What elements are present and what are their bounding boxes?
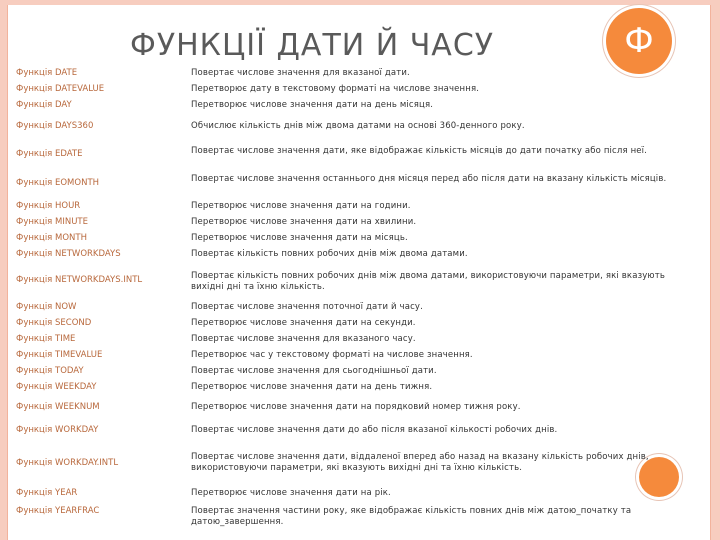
function-name: Функція EDATE [16,149,83,159]
function-description: Повертає числове значення для сьогоднішньої дати. [191,366,437,376]
function-description: Обчислює кількість днів між двома датами на основі 360-денного року. [191,121,525,131]
function-description: Повертає числове значення для вказаного часу. [191,334,416,344]
function-name: Функція NOW [16,302,77,312]
function-name: Функція HOUR [16,201,81,211]
function-description: Повертає кількість повних робочих днів між двома датами. [191,249,468,259]
function-name: Функція DAYS360 [16,121,94,131]
function-name: Функція WEEKDAY [16,382,97,392]
function-description: Перетворює числове значення дати на день тижня. [191,382,433,392]
function-name: Функція MONTH [16,233,87,243]
function-description: Повертає числове значення дати до або після вказаної кількості робочих днів. [191,425,558,435]
function-name: Функція NETWORKDAYS.INTL [16,275,143,285]
function-name: Функція EOMONTH [16,178,100,188]
function-description: Повертає числове значення останнього дня місяця перед або після дати на вказану кількість місяців. [191,174,667,184]
slide-title: ФУНКЦІЇ ДАТИ Й ЧАСУ [130,28,495,63]
function-name: Функція WORKDAY.INTL [16,458,119,468]
function-description: Повертає значення частини року, яке відображає кількість повних днів між датою_початку та датою_завершення. [191,506,632,527]
function-description: Перетворює час у текстовому форматі на числове значення. [191,350,473,360]
function-description: Повертає числове значення поточної дати й часу. [191,302,423,312]
function-name: Функція DAY [16,100,72,110]
function-description: Перетворює дату в текстовому форматі на числове значення. [191,84,480,94]
function-name: Функція NETWORKDAYS [16,249,121,259]
function-description: Перетворює числове значення дати на години. [191,201,411,211]
slide-badge: Ф [606,8,672,74]
function-name: Функція WORKDAY [16,425,99,435]
function-description: Перетворює числове значення дати на день місяця. [191,100,434,110]
function-name: Функція TIME [16,334,76,344]
function-description: Перетворює числове значення дати на секунди. [191,318,416,328]
function-description: Перетворює числове значення дати на хвилини. [191,217,417,227]
function-description: Перетворює числове значення дати на рік. [191,488,391,498]
function-name: Функція YEARFRAC [16,506,100,516]
function-name: Функція YEAR [16,488,78,498]
function-description: Повертає числове значення дати, яке відображає кількість місяців до дати початку або після неї. [191,146,648,156]
function-name: Функція TIMEVALUE [16,350,103,360]
function-description: Перетворює числове значення дати на порядковий номер тижня року. [191,402,521,412]
function-name: Функція SECOND [16,318,92,328]
function-description: Повертає кількість повних робочих днів між двома датами, використовуючи параметри, які вказують вихідні дні та їхню кількість. [191,271,665,292]
function-name: Функція DATE [16,68,78,78]
function-name: Функція WEEKNUM [16,402,100,412]
function-description: Повертає числове значення дати, віддаленої вперед або назад на вказану кількість робочих днів, використовуючи параметри, які вказують вихідні дні та їхню кількість. [191,452,649,473]
function-name: Функція TODAY [16,366,84,376]
function-name: Функція MINUTE [16,217,88,227]
function-name: Функція DATEVALUE [16,84,105,94]
function-description: Повертає числове значення для вказаної дати. [191,68,410,78]
function-description: Перетворює числове значення дати на місяць. [191,233,408,243]
